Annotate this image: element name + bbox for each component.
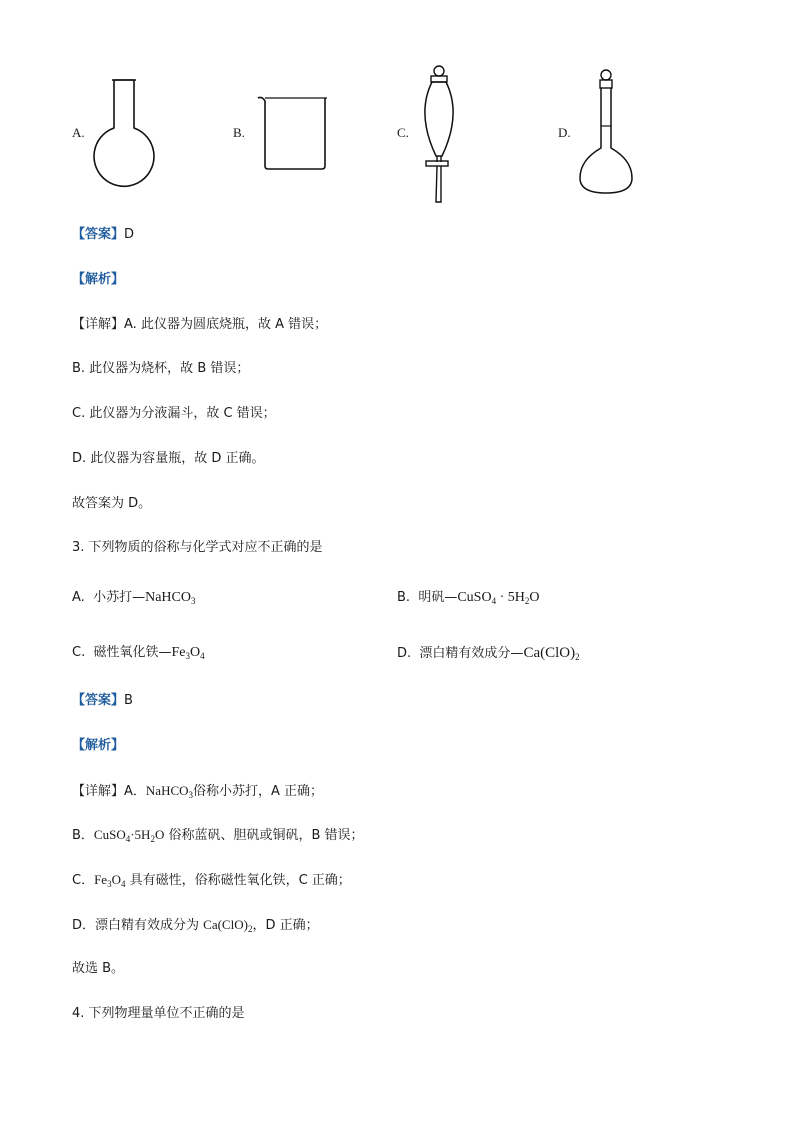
q3-detail-line-1 [72,782,323,801]
q2-detail-line-3: C. 此仪器为分液漏斗，故 C 错误； [72,406,276,421]
detail-suffix: 俗称小苏打，A 正确； [193,784,324,799]
formula-sub: 3 [185,651,190,661]
formula-part: CuSO [93,827,126,842]
option-d-label: D. [558,125,571,140]
q4-stem: 4. 下列物理量单位不正确的是 [72,1006,245,1021]
detail-formula [146,783,193,798]
formula-sub: 4 [491,596,497,606]
formula-part: Ca(ClO) [203,917,248,932]
option-formula [172,645,205,660]
formula-part: (ClO) [540,645,576,661]
formula-part: Fe [171,645,186,660]
formula-sub: 3 [188,790,194,800]
formula-part: O [529,590,540,605]
round-bottom-flask-icon [92,78,158,190]
q2-detail-line-1 [72,316,327,334]
answer-tag: 【答案】 [72,693,125,708]
option-name: 漂白精有效成分— [419,646,524,661]
answer-value: D [124,227,135,242]
option-name: 磁性氧化铁— [93,645,172,660]
detail-formula [94,827,164,842]
answer-tag: 【答案】 [72,227,125,242]
q2-detail-line-2: B. 此仪器为烧杯，故 B 错误； [72,361,250,376]
formula-sub: 2 [575,652,580,662]
formula-part: Fe [94,872,108,887]
detail-suffix: 俗称蓝矾、胆矾或铜矾，B 错误； [164,828,364,843]
q3-option-d [397,644,580,663]
q3-option-b [397,589,539,607]
q3-detail-line-4 [72,916,319,935]
detail-text: A. 此仪器为圆底烧瓶，故 A 错误； [124,317,328,332]
answer-value: B [124,693,133,708]
formula-sub: 2 [150,834,155,844]
formula-part: · 5H [496,590,525,605]
option-b-label: B. [233,125,245,140]
formula-sub: 4 [125,834,131,844]
q3-answer-line [72,692,133,710]
volumetric-flask-icon [578,68,638,196]
q3-analysis-heading [72,737,124,755]
separatory-funnel-icon [414,64,470,204]
q2-analysis-heading [72,271,124,289]
option-letter: B. [397,590,411,605]
q2-conclusion: 故答案为 D。 [72,496,152,511]
detail-suffix: ，D 正确； [252,918,319,933]
q3-stem: 3. 下列物质的俗称与化学式对应不正确的是 [72,540,323,555]
option-formula [523,645,579,661]
formula-main: NaHCO [145,590,191,605]
formula-part: Ca [523,645,541,661]
option-letter: C. [72,645,86,660]
q3-detail-line-3 [72,871,351,890]
detail-tag: 【详解】 [72,784,125,799]
detail-formula [203,917,252,932]
detail-prefix: D．漂白精有效成分为 [72,918,204,933]
formula-sub: 2 [247,924,253,934]
analysis-tag: 【解析】 [72,738,125,753]
formula-sub: 2 [524,596,530,606]
q3-conclusion: 故选 B。 [72,961,125,976]
option-a-label: A. [72,125,85,140]
detail-prefix: C． [72,873,95,888]
option-letter: A. [72,590,85,605]
formula-part: ·5H [130,827,151,842]
formula-part: O [154,827,165,842]
q3-option-a [72,589,195,607]
detail-prefix: A． [124,784,146,799]
q2-detail-line-4: D. 此仪器为容量瓶，故 D 正确。 [72,451,265,466]
option-c-label: C. [397,125,409,140]
analysis-tag: 【解析】 [72,272,125,287]
detail-suffix: 具有磁性，俗称磁性氧化铁，C 正确； [125,873,351,888]
formula-part: O [111,872,121,887]
formula-sub: 3 [107,879,112,889]
formula-sub: 4 [200,651,205,661]
formula-part: CuSO [457,590,492,605]
detail-formula [94,872,125,887]
q2-answer-line [72,226,134,244]
option-letter: D. [397,646,412,661]
detail-prefix: B． [72,828,94,843]
beaker-icon [256,94,332,172]
formula-part: NaHCO [145,783,189,798]
formula-sub: 3 [190,596,196,606]
option-name: 小苏打— [93,590,146,605]
formula-sub: 4 [120,879,126,889]
q3-option-c [72,644,205,662]
option-name: 明矾— [418,590,458,605]
formula-part: O [190,645,201,660]
detail-tag: 【详解】 [72,317,125,332]
q3-detail-line-2 [72,826,364,845]
option-formula [145,590,195,605]
option-formula [457,590,539,605]
